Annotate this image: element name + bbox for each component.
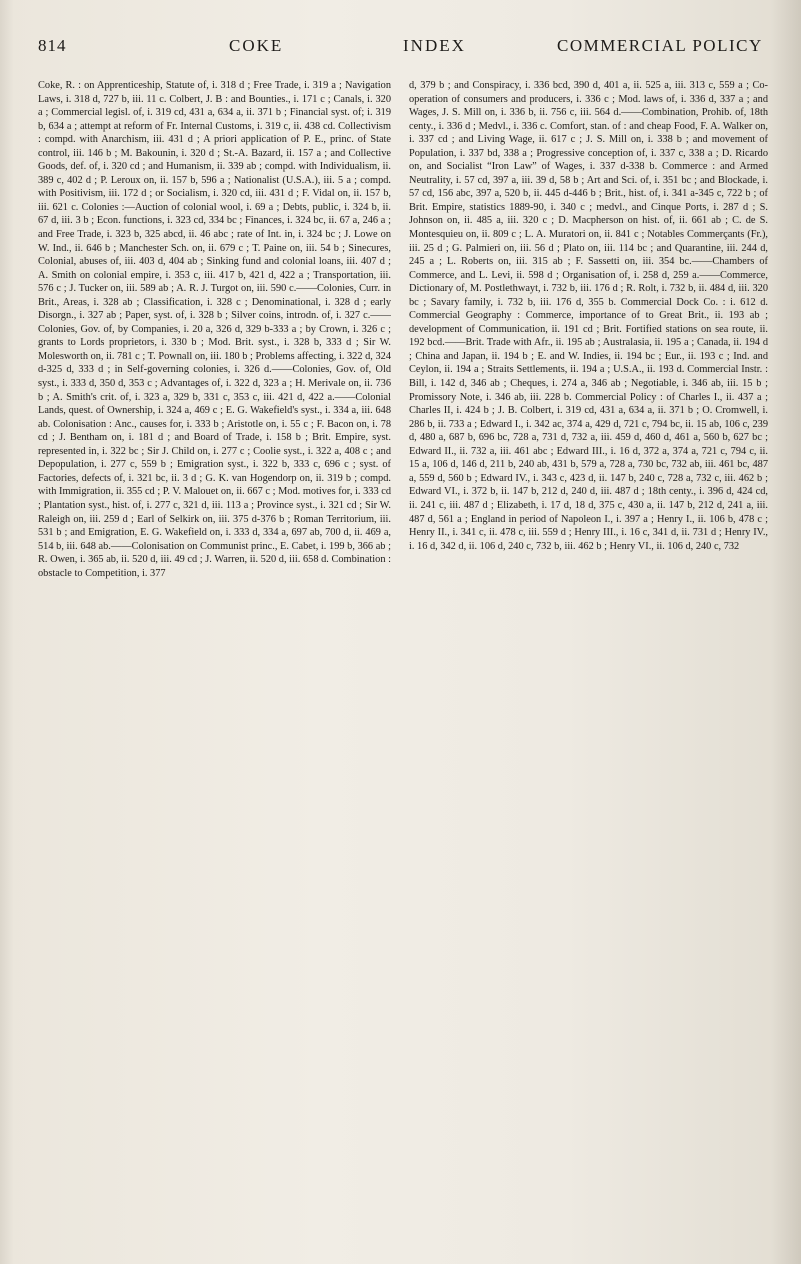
right-column [409, 79, 768, 1254]
page-gutter-shadow [0, 0, 14, 1264]
page-number: 814 [38, 36, 67, 55]
running-header [0, 36, 801, 60]
page-edge-shadow [771, 0, 801, 1264]
header-word-coke: COKE [229, 36, 284, 55]
header-word-commercial-policy: COMMERCIAL POLICY [557, 36, 763, 55]
left-column-text: Coke, R. : on Apprenticeship, Statute of, i. 318 d ; Free Trade, i. 319 a ; Navigation Laws, i. 318 d, 727 b, iii. 11 c. Colbert, J. B : and Bounties., i. 171 c ; Canals, i. 320 a ; Commercial legisl. of, i. 319 cd, 431 a, 634 a, ii. 371 b ; Financial syst. of; i. 319 b, 634 a ; attempt at reform of Fr. Internal Customs, i. 319 c, ii. 438 cd. Collectivism : compd. with Anarchism, iii. 431 d ; A priori application of P. E., princ. of State control, iii. 146 b ; M. Bakounin, i. 320 d ; St.-A. Bazard, ii. 157 a ; and Collective Goods, def. of, i. 320 cd ; and Humanism, ii. 339 ab ; compd. with Individualism, ii. 389 c, 402 d ; P. Leroux on, ii. 157 b, 596 a ; Nationalist (U.S.A.), iii. 5 a ; compd. with Positivism, iii. 172 d ; or Socialism, i. 320 cd, iii. 431 d ; F. Vidal on, ii. 157 b, iii. 621 c. Colonies :—Auction of colonial wool, i. 69 a ; Debts, public, i. 324 b, ii. 67 d, iii. 3 b ; Econ. functions, i. 323 cd, 334 bc ; Finances, i. 324 bc, ii. 67 a, 246 a ; and Free Trade, i. 323 b, 325 abcd, ii. 46 abc ; rate of Int. in, i. 324 bc ; J. Lowe on W. Ind., ii. 646 b ; Manchester Sch. on, ii. 679 c ; T. Paine on, iii. 54 b ; Sinecures, Colonial, abuses of, iii. 403 d, 404 ab ; Sinking fund and colonial loans, iii. 407 d ; A. Smith on colonial empire, i. 353 c, iii. 417 b, 421 d, 422 a ; Transportation, iii. 576 c ; J. Tucker on, iii. 589 ab ; A. R. J. Turgot on, iii. 590 c.——Colonies, Curr. in Brit., Areas, i. 328 ab ; Classification, i. 328 c ; Denominational, i. 328 d ; early Disorgn., i. 327 ab ; Paper, syst. of, i. 328 b ; Silver coins, introdn. of, i. 327 c.——Colonies, Gov. of, by Companies, i. 20 a, 326 d, 329 b-333 a ; by Crown, i. 326 c ; grants to Lords proprietors, i. 330 b ; Mod. Brit. syst., i. 328 b, 333 d ; Sir W. Molesworth on, ii. 781 c ; T. Pownall on, iii. 180 b ; Problems affecting, i. 322 d, 324 d-325 d, 333 d ; in Self-governing colonies, i. 326 d.——Colonies, Gov. of, Old syst., i. 333 d, 350 d, 353 c ; Advantages of, i. 322 d, 323 a ; H. Merivale on, ii. 736 b ; A. Smith's crit. of, i. 323 a, 329 b, 331 c, 353 c, iii. 421 d, 422 a.——Colonial Lands, quest. of Ownership, i. 324 a, 469 c ; E. G. Wakefield's syst., i. 334 a, iii. 648 ab. Colonisation : Anc., causes for, i. 333 b ; Aristotle on, i. 55 c ; F. Bacon on, i. 78 cd ; J. Bentham on, i. 181 d ; and Board of Trade, i. 158 b ; Brit. Empire, syst. represented in, i. 322 bc ; Sir J. Child on, i. 277 c ; Coolie syst., i. 322 a, 408 c ; and Depopulation, i. 277 c, 559 b ; Emigration syst., i. 322 b, 333 c, 696 c ; syst. of Factories, defects of, i. 321 bc, ii. 3 d ; G. K. van Hogendorp on, ii. 319 b ; compd. with Immigration, ii. 355 cd ; P. V. Malouet on, ii. 667 c ; Mod. motives for, i. 333 cd ; Plantation syst., hist. of, i. 277 c, 321 d, iii. 113 a ; Province syst., i. 321 cd ; Sir W. Raleigh on, iii. 259 d ; Earl of Selkirk on, iii. 375 d-376 b ; Roman Territorium, iii. 531 b ; and Emigration, E. G. Wakefield on, i. 333 d, 334 a, 697 ab, 700 d, ii. 469 a, 514 b, iii. 648 ab.——Colonisation on Communist princ., E. Cabet, i. 199 b, 366 ab ; R. Owen, i. 365 ab, ii. 520 d, iii. 49 cd ; J. Warren, ii. 520 d, iii. 658 d. Combination : obstacle to Competition, i. 377 [38, 80, 391, 579]
header-word-index: INDEX [403, 36, 466, 55]
left-column [38, 79, 391, 1254]
right-column-text: d, 379 b ; and Conspiracy, i. 336 bcd, 390 d, 401 a, ii. 525 a, iii. 313 c, 559 a ; Co-operation of consumers and producers, i. 336 c ; Mod. laws of, i. 336 d, 337 a ; and Wages, J. S. Mill on, i. 336 b, ii. 756 c, iii. 564 d.——Combination, Prohib. of, 18th centy., i. 336 d ; Medvl., i. 336 c. Comfort, stan. of : and cheap Food, F. A. Walker on, i. 337 cd ; and Living Wage, ii. 617 c ; J. S. Mill on, i. 338 b ; and movement of Population, i. 337 bd, 338 a ; Progressive conception of, i. 337 c, 338 a ; D. Ricardo on, and Socialist “Iron Law” of Wages, i. 337 d-338 b. Commerce : and Armed Neutrality, i. 57 cd, 397 a, iii. 39 d, 58 b ; Art and Sci. of, i. 351 bc ; and Blockade, i. 57 cd, 156 abc, 397 a, 520 b, ii. 445 d-446 b ; Brit., hist. of, i. 341 a-345 c, 722 b ; of Brit. Empire, statistics 1889-90, i. 340 c ; medvl., and Cinque Ports, i. 287 d ; S. Johnson on, ii. 485 a, iii. 320 c ; D. Macpherson on hist. of, ii. 661 ab ; C. de S. Montesquieu on, ii. 809 c ; L. A. Muratori on, ii. 841 c ; Notables Commerçants (Fr.), iii. 25 d ; G. Palmieri on, iii. 56 d ; Plato on, iii. 114 bc ; and Quarantine, iii. 244 d, 245 a ; L. Roberts on, iii. 315 ab ; F. Sassetti on, iii. 354 bc.——Chambers of Commerce, and L. Levi, ii. 598 d ; Organisation of, i. 258 d, 259 a.——Commerce, Dictionary of, M. Postlethwayt, i. 732 b, iii. 176 d ; R. Rolt, i. 732 b, ii. 484 d, iii. 320 bc ; Savary family, i. 732 b, iii. 176 d, 355 b. Commercial Dock Co. : i. 612 d. Commercial Geography : Commerce, importance of to Great Brit., ii. 193 ab ; development of Communication, ii. 191 cd ; Brit. Fortified stations on sea route, ii. 192 bcd.——Brit. Trade with Afr., ii. 195 ab ; Australasia, ii. 195 a ; Canada, ii. 194 d ; China and Japan, ii. 194 b ; E. and W. Indies, ii. 194 bc ; Eur., ii. 193 c ; Ind. and Ceylon, ii. 194 a ; Straits Settlements, ii. 194 a ; U.S.A., ii. 193 d. Commercial Instr. : Bill, i. 142 d, 346 ab ; Cheques, i. 274 a, 346 ab ; Negotiable, i. 346 ab, iii. 15 b ; Promissory Note, i. 346 ab, iii. 228 b. Commercial Policy : of Charles I., ii. 437 a ; Charles II, i. 424 b ; J. B. Colbert, i. 319 cd, 431 a, 634 a, ii. 371 b ; O. Cromwell, i. 286 b, ii. 733 a ; Edward I., i. 342 ac, 374 a, 429 d, 721 c, 794 bc, ii. 15 ab, 106 c, 239 d, 480 a, 687 b, 696 bc, 728 a, 731 d, 732 a, iii. 459 d, 460 d, 461 a, 560 b, 627 bc ; Edward II., ii. 732 a, iii. 461 abc ; Edward III., i. 16 d, 372 a, 374 a, 721 c, 794 c, ii. 15 a, 106 d, 146 d, 211 b, 240 ab, 431 b, 579 a, 728 a, 730 bc, 732 ab, iii. 461 bc, 487 a, 559 d, 560 b ; Edward IV., i. 343 c, 423 d, ii. 147 b, 240 c, 728 a, 732 c, iii. 462 b ; Edward VI., i. 372 b, ii. 147 b, 212 d, 240 d, iii. 487 d ; 18th centy., i. 396 d, 424 cd, ii. 241 c, iii. 487 d ; Elizabeth, i. 17 d, 18 d, 375 c, 430 a, ii. 147 b, 212 d, 241 a, iii. 487 d, 561 a ; England in period of Napoleon I., i. 397 a ; Henry I., ii. 106 b, 478 c ; Henry II., i. 341 c, ii. 478 c, iii. 559 d ; Henry III., i. 16 c, 341 d, ii. 731 d ; Henry IV., i. 16 d, 342 d, ii. 106 d, 240 c, 732 b, iii. 462 b ; Henry VI., ii. 106 d, 240 c, 732 [409, 80, 768, 552]
